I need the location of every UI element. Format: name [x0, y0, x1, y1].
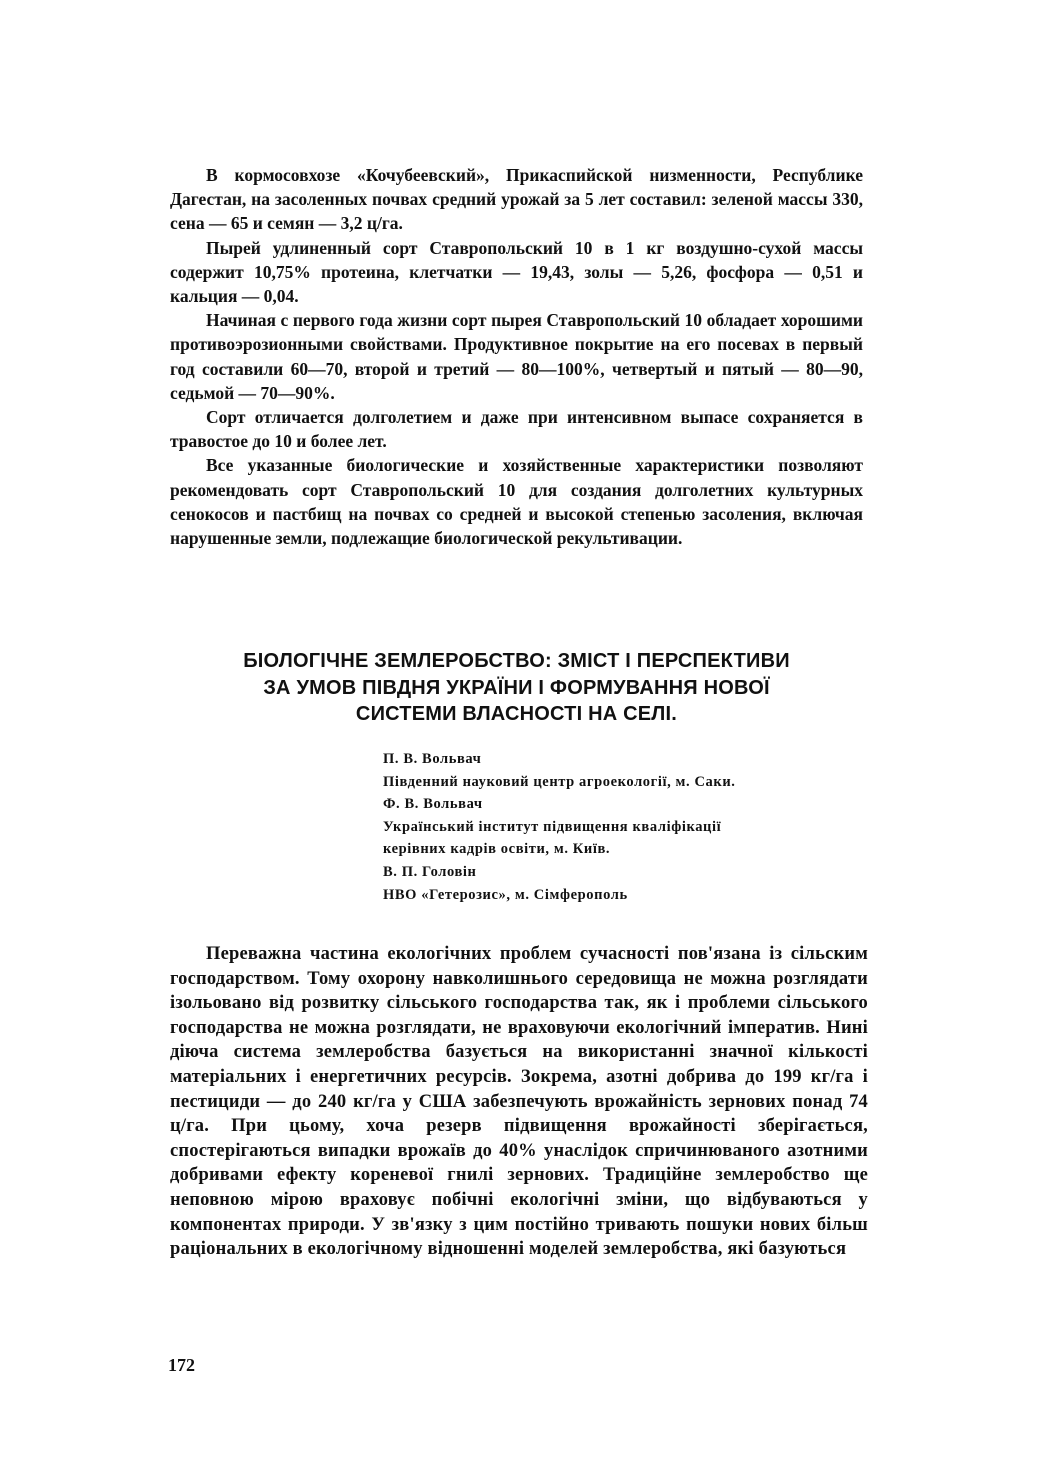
body-paragraph: Переважна частина екологічних проблем сучасності пов'язана із сільским господарством. Тому охорону навколишнього середовища не можна розглядати ізольовано від розвитку сільського господарства так, як і проблеми сільського господарства не можна розглядати, не враховуючи екологічний імператив. Нині діюча система землеробства базується на використанні значної кількості матеріальних і енергетичних ресурсів. Зокрема, азотні добрива до 199 кг/га і пестициди — до 240 кг/га у США забезпечують врожайність зернових понад 74 ц/га. При цьому, хоча резерв підвищення врожайності зберігається, спостерігаються випадки врожаїв до 40% унаслідок спричинюваного азотними добривами ефекту кореневої гнилі зернових. Традиційне землеробство ще неповною мірою враховує побічні екологічні зміни, що відбуваються у компонентах природи. У зв'язку з цим постійно тривають пошуки нових більш раціональних в екологічному відношенні моделей землеробства, які базуються: [170, 944, 868, 1260]
previous-article-text: [170, 163, 863, 550]
author-name: П. В. Вольвач: [383, 751, 482, 767]
paragraph: Начиная с первого года жизни сорт пырея Ставропольский 10 обладает хорошими противоэрозионными свойствами. Продуктивное покрытие на его посевах в первый год составили 60—70, второй и третий — 80—100%, четвертый и пятый — 80—90, седьмой — 70—90%.: [170, 310, 863, 403]
author-affiliation: Український інститут підвищення кваліфікації: [383, 818, 722, 835]
paragraph: В кормосовхозе «Кочубеевский», Прикаспийской низменности, Республике Дагестан, на засоленных почвах средний урожай за 5 лет составил: зеленой массы 330, сена — 65 и семян — 3,2 ц/га.: [170, 165, 863, 234]
author-affiliation: Південний науковий центр агроекології, м. Саки.: [383, 773, 736, 790]
author-affiliation: керівних кадрів освіти, м. Київ.: [383, 841, 611, 858]
title-line: ЗА УМОВ ПІВДНЯ УКРАЇНИ І ФОРМУВАННЯ НОВОЇ: [263, 676, 770, 699]
article-title: [170, 648, 863, 728]
author-name: Ф. В. Вольвач: [383, 796, 483, 813]
paragraph: Пырей удлиненный сорт Ставропольский 10 в 1 кг воздушно-сухой массы содержит 10,75% протеина, клетчатки — 19,43, золы — 5,26, фосфора — 0,51 и кальция — 0,04.: [170, 237, 863, 307]
author-block: [383, 748, 863, 906]
title-line: СИСТЕМИ ВЛАСНОСТІ НА СЕЛІ.: [355, 703, 678, 725]
paragraph: Все указанные биологические и хозяйственные характеристики позволяют рекомендовать сорт Ставропольский 10 для создания долголетних культурных сенокосов и пастбищ на почвах со средней и высокой степенью засоления, включая нарушенные земли, подлежащие биологической рекультивации.: [170, 455, 863, 549]
author-name: В. П. Головін: [383, 863, 477, 880]
author-affiliation: НВО «Гетерозис», м. Сімферополь: [383, 886, 628, 903]
page-number: 172: [168, 1355, 195, 1375]
paragraph: Сорт отличается долголетием и даже при интенсивном выпасе сохраняется в травостое до 10 и более лет.: [170, 407, 863, 452]
title-line: БІОЛОГІЧНЕ ЗЕМЛЕРОБСТВО: ЗМІСТ І ПЕРСПЕКТИВИ: [243, 650, 790, 672]
article-body: [170, 942, 868, 1262]
